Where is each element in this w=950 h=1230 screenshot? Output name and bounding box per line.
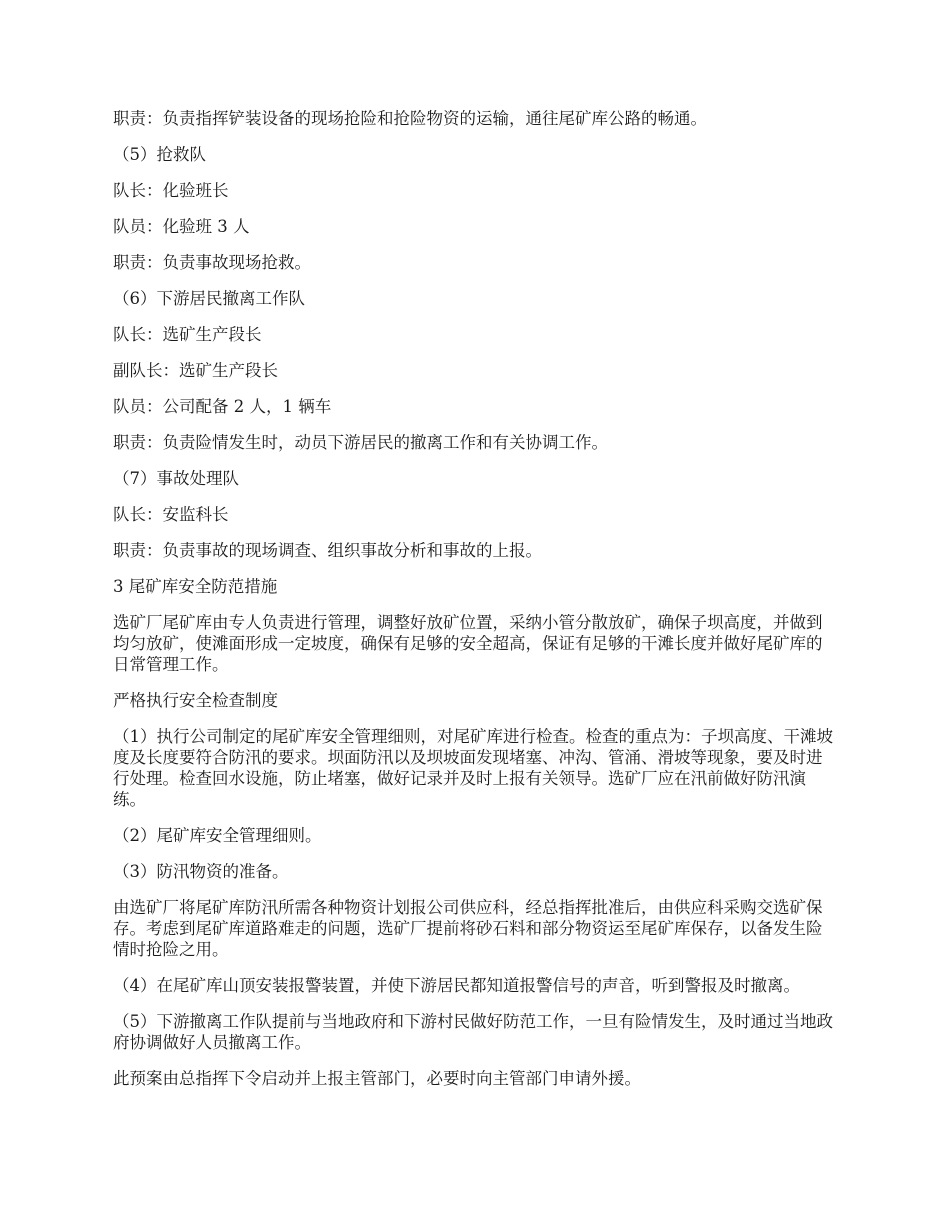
paragraph-inspection-item-5: （5）下游撤离工作队提前与当地政府和下游村民做好防范工作，一旦有险情发生，及时通过当地政府协调做好人员撤离工作。 (113, 1012, 833, 1052)
heading-inspection-system: 严格执行安全检查制度 (113, 691, 278, 710)
section-heading-safety-measures: 3 尾矿库安全防范措施 (113, 577, 278, 596)
paragraph-rescue-members: 队员：化验班 3 人 (113, 217, 250, 236)
paragraph-plan-activation: 此预案由总指挥下令启动并上报主管部门，必要时向主管部门申请外援。 (113, 1069, 641, 1088)
paragraph-inspection-item-1: （1）执行公司制定的尾矿库安全管理细则，对尾矿库进行检查。检查的重点为：子坝高度、干滩坡度及长度要符合防汛的要求。坝面防汛以及坝坡面发现堵塞、冲沟、管涌、滑坡等现象，要及时进行处理。检查回水设施，防止堵塞，做好记录并及时上报有关领导。选矿厂应在汛前做好防汛演练。 (113, 727, 833, 809)
paragraph-accident-leader: 队长：安监科长 (113, 505, 229, 524)
paragraph-rescue-leader: 队长：化验班长 (113, 181, 229, 200)
paragraph-rescue-duty: 职责：负责事故现场抢救。 (113, 253, 311, 272)
paragraph-inspection-item-3: （3）防汛物资的准备。 (113, 862, 289, 881)
heading-accident-team: （7）事故处理队 (113, 469, 239, 488)
paragraph-duty-shovel-team: 职责：负责指挥铲装设备的现场抢险和抢险物资的运输，通往尾矿库公路的畅通。 (113, 109, 707, 128)
paragraph-evacuation-deputy: 副队长：选矿生产段长 (113, 361, 278, 380)
paragraph-evacuation-members: 队员：公司配备 2 人，1 辆车 (113, 397, 332, 416)
heading-evacuation-team: （6）下游居民撤离工作队 (113, 289, 305, 308)
paragraph-inspection-item-2: （2）尾矿库安全管理细则。 (113, 826, 322, 845)
paragraph-inspection-item-4: （4）在尾矿库山顶安装报警装置，并使下游居民都知道报警信号的声音，听到警报及时撤离。 (113, 976, 800, 995)
paragraph-tailings-management: 选矿厂尾矿库由专人负责进行管理，调整好放矿位置，采纳小管分散放矿，确保子坝高度，并做到均匀放矿，使滩面形成一定坡度，确保有足够的安全超高，保证有足够的干滩长度并做好尾矿库的日常管理工作。 (113, 613, 823, 674)
paragraph-evacuation-duty: 职责：负责险情发生时，动员下游居民的撤离工作和有关协调工作。 (113, 433, 608, 452)
heading-rescue-team: （5）抢救队 (113, 145, 206, 164)
paragraph-accident-duty: 职责：负责事故的现场调查、组织事故分析和事故的上报。 (113, 541, 542, 560)
paragraph-materials-supply: 由选矿厂将尾矿库防汛所需各种物资计划报公司供应科，经总指挥批准后，由供应科采购交选矿保存。考虑到尾矿库道路难走的问题，选矿厂提前将砂石料和部分物资运至尾矿库保存，以备发生险情时抢险之用。 (113, 898, 823, 959)
paragraph-evacuation-leader: 队长：选矿生产段长 (113, 325, 262, 344)
